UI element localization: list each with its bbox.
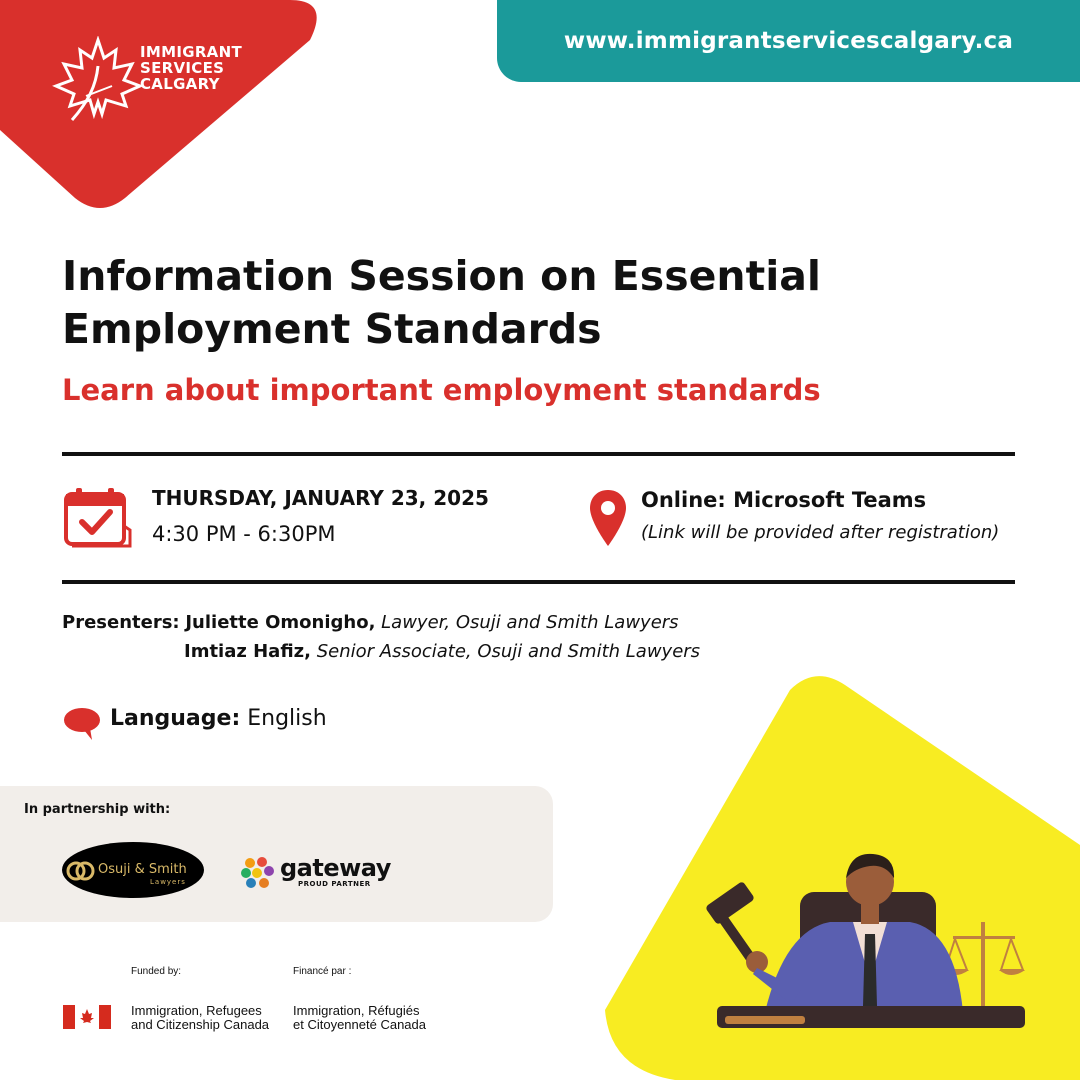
presenter-name: Imtiaz Hafiz, xyxy=(184,641,311,662)
presenter-role: Senior Associate, Osuji and Smith Lawyers xyxy=(316,641,701,662)
presenter-row xyxy=(184,641,700,662)
osuji-smith-name: Osuji & Smith xyxy=(98,862,187,877)
ircc-english-name: Immigration, Refugees and Citizenship Canada xyxy=(131,1003,270,1032)
calendar-check-icon xyxy=(62,486,132,550)
canada-flag-icon xyxy=(63,1005,111,1029)
event-subtitle: Learn about important employment standards xyxy=(62,373,821,407)
osuji-rings-icon xyxy=(66,858,96,884)
event-time: 4:30 PM - 6:30PM xyxy=(152,522,336,546)
finance-par-label: Financé par : xyxy=(293,966,352,977)
language-info xyxy=(110,706,327,731)
event-location-note: (Link will be provided after registration) xyxy=(641,522,1000,543)
language-label: Language: xyxy=(110,706,241,731)
presenters-label: Presenters: xyxy=(62,612,180,633)
brand-red-block xyxy=(0,0,330,215)
osuji-smith-sub: Lawyers xyxy=(150,878,186,886)
gateway-sub: PROUD PARTNER xyxy=(298,880,371,888)
speech-bubble-icon xyxy=(62,706,102,742)
event-date: THURSDAY, JANUARY 23, 2025 xyxy=(152,486,489,510)
divider-bottom xyxy=(62,580,1015,584)
language-value: English xyxy=(247,706,327,731)
judge-illustration xyxy=(705,840,1045,1040)
partnership-label: In partnership with: xyxy=(24,802,171,817)
location-pin-icon xyxy=(588,488,628,548)
event-location: Online: Microsoft Teams xyxy=(641,488,927,512)
organization-logo-text: IMMIGRANT SERVICES CALGARY xyxy=(140,43,242,93)
presenter-name: Juliette Omonigho, xyxy=(185,612,376,633)
website-url[interactable]: www.immigrantservicescalgary.ca xyxy=(563,28,1014,54)
ircc-french-name: Immigration, Réfugiés et Citoyenneté Canada xyxy=(293,1003,426,1032)
presenter-row xyxy=(62,612,679,633)
divider-top xyxy=(62,452,1015,456)
gateway-logo-icon xyxy=(240,855,274,889)
website-url-banner xyxy=(497,0,1080,82)
funded-by-label: Funded by: xyxy=(131,966,182,977)
event-title: Information Session on Essential Employment Standards xyxy=(62,252,821,353)
maple-leaf-logo-icon xyxy=(52,36,144,124)
presenter-role: Lawyer, Osuji and Smith Lawyers xyxy=(381,612,679,633)
gateway-name: gateway xyxy=(280,854,391,882)
